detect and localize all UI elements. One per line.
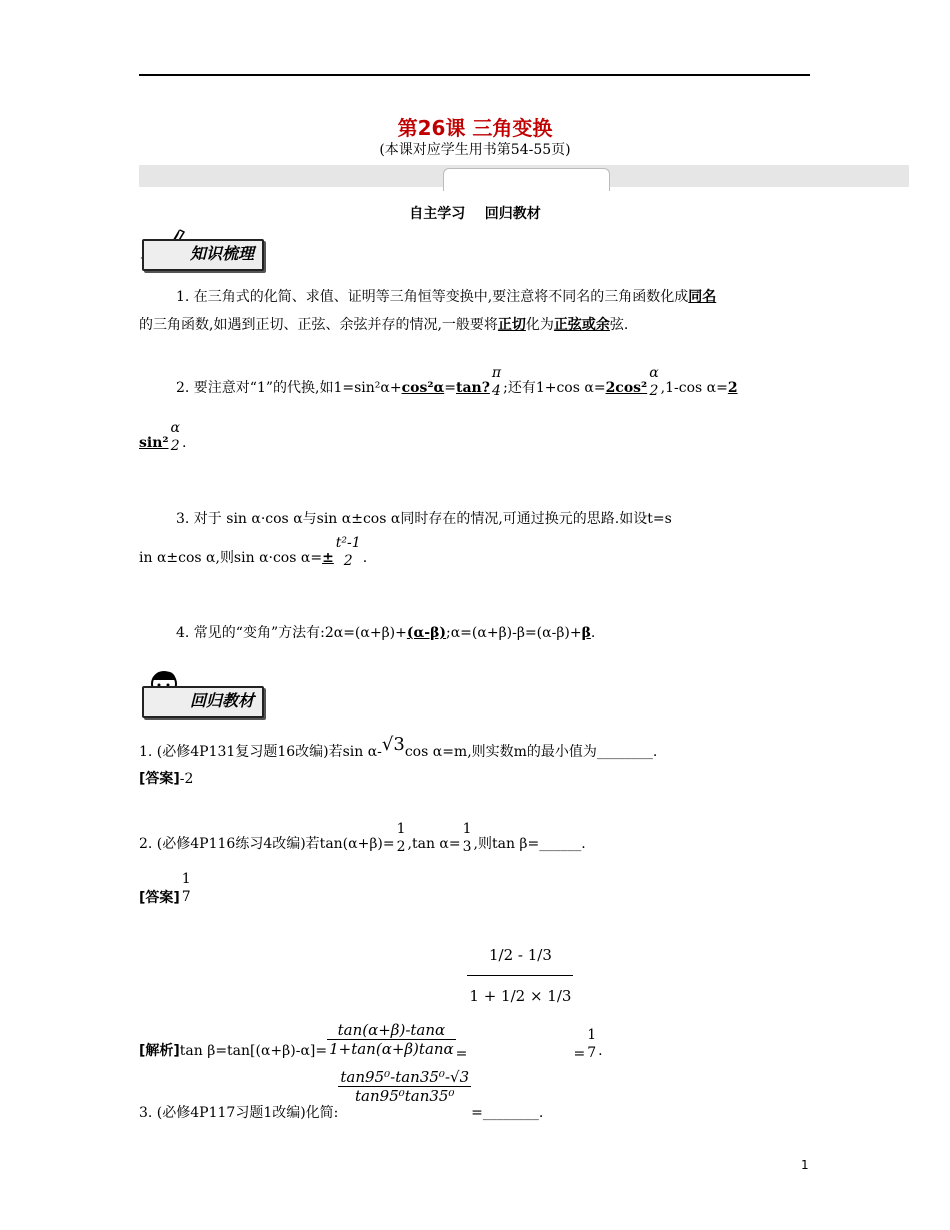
problem-1-text: 1. (必修4P131复习题16改编)若sin α- bbox=[139, 744, 382, 760]
fraction bbox=[338, 1068, 471, 1105]
knowledge-item-3 bbox=[176, 508, 672, 528]
fraction bbox=[490, 364, 503, 400]
compound-fraction bbox=[467, 935, 573, 1016]
knowledge-2-text-c: ;还有1+cos α= bbox=[503, 380, 606, 396]
answer-blank: 正切 bbox=[497, 317, 526, 333]
answer-blank: sin² bbox=[139, 435, 169, 451]
fraction bbox=[334, 534, 363, 570]
numerator: 1/2 - 1/3 bbox=[467, 935, 573, 976]
numerator: tan(α+β)-tanα bbox=[327, 1021, 456, 1040]
denominator: 1 + 1/2 × 1/3 bbox=[469, 987, 572, 1005]
knowledge-2-text-d: ,1-cos α= bbox=[660, 380, 728, 396]
problem-2 bbox=[139, 821, 586, 862]
section-tab bbox=[443, 168, 610, 191]
denominator: 4 bbox=[492, 383, 501, 399]
fraction bbox=[180, 870, 193, 906]
lesson-title: 第26课 三角变换 bbox=[397, 116, 553, 140]
denominator: 2 bbox=[170, 438, 180, 454]
knowledge-2-text: 2. 要注意对“1”的代换,如1=sin²α+ bbox=[176, 380, 402, 396]
answer-blank: β bbox=[581, 625, 591, 641]
numerator: π bbox=[491, 365, 502, 381]
eq-sign: = bbox=[573, 1045, 586, 1062]
knowledge-3-text: 3. 对于 sin α·cos α与sin α±cos α同时存在的情况,可通过换元的思路.如设t=s bbox=[176, 511, 672, 527]
knowledge-item-2 bbox=[176, 365, 738, 406]
answer-2 bbox=[139, 871, 193, 916]
knowledge-badge: 知识梳理 bbox=[142, 239, 264, 271]
top-rule bbox=[139, 74, 810, 76]
answer-blank: 2cos² bbox=[605, 380, 648, 396]
numerator: α bbox=[170, 420, 180, 436]
numerator: 1 bbox=[181, 871, 191, 887]
solution-text: tan β=tan[(α+β)-α]= bbox=[179, 1042, 328, 1059]
answer-blank: 2 bbox=[727, 380, 738, 396]
knowledge-item-1-cont bbox=[139, 314, 628, 334]
knowledge-1-text: 1. 在三角式的化简、求值、证明等三角恒等变换中,要注意将不同名的三角函数化成 bbox=[176, 289, 689, 305]
denominator: 2 bbox=[396, 839, 406, 855]
numerator: α bbox=[649, 365, 659, 381]
problem-3 bbox=[139, 1068, 544, 1121]
denominator: 3 bbox=[462, 839, 472, 855]
numerator: tan95⁰-tan35⁰-√3 bbox=[340, 1068, 470, 1086]
review-badge: 回归教材 bbox=[142, 686, 264, 718]
knowledge-item-1 bbox=[176, 286, 716, 306]
denominator: 1+tan(α+β)tanα bbox=[329, 1040, 454, 1058]
fraction bbox=[585, 1026, 598, 1062]
denominator: 2 bbox=[343, 553, 353, 569]
knowledge-4-text-b: ;α=(α+β)-β=(α-β)+ bbox=[446, 625, 582, 641]
problem-2-text-c: ,则tan β=______. bbox=[473, 836, 586, 852]
period: . bbox=[181, 435, 187, 451]
numerator: 1 bbox=[396, 821, 406, 837]
numerator: t²-1 bbox=[335, 535, 361, 551]
knowledge-item-4 bbox=[176, 622, 595, 642]
answer-blank: ± bbox=[322, 550, 334, 566]
lesson-subtitle: (本课对应学生用书第54-55页) bbox=[379, 142, 571, 158]
answer-1 bbox=[139, 768, 193, 788]
problem-1 bbox=[139, 734, 658, 761]
fraction bbox=[169, 419, 182, 455]
answer-blank: cos²α bbox=[401, 380, 445, 396]
section-heading: 自主学习 回归教材 bbox=[409, 206, 541, 222]
problem-1-text-b: cos α=m,则实数m的最小值为________. bbox=[404, 744, 658, 760]
answer-label: [答案] bbox=[139, 771, 180, 787]
numerator: 1 bbox=[587, 1026, 597, 1043]
eq-sign: = bbox=[444, 380, 456, 396]
denominator: tan95⁰tan35⁰ bbox=[355, 1087, 455, 1105]
answer-label: [答案] bbox=[139, 890, 180, 906]
denominator: 2 bbox=[649, 383, 659, 399]
knowledge-item-3-cont bbox=[139, 535, 368, 576]
fraction bbox=[647, 364, 660, 400]
answer-value: -2 bbox=[179, 771, 194, 787]
answer-blank: tan? bbox=[455, 380, 490, 396]
page-number: 1 bbox=[801, 1158, 809, 1172]
period: . bbox=[590, 625, 596, 641]
eq-sign: = bbox=[455, 1045, 468, 1062]
knowledge-3-text-b: in α±cos α,则sin α·cos α= bbox=[139, 550, 323, 566]
problem-3-text-b: =________. bbox=[471, 1104, 544, 1121]
fraction bbox=[461, 820, 474, 856]
denominator: 7 bbox=[181, 889, 191, 905]
denominator: 7 bbox=[587, 1044, 597, 1061]
answer-blank: 正弦或余 bbox=[553, 317, 610, 333]
fraction bbox=[327, 1021, 456, 1058]
numerator: 1 bbox=[462, 821, 472, 837]
problem-2-text: 2. (必修4P116练习4改编)若tan(α+β)= bbox=[139, 836, 395, 852]
problem-3-text: 3. (必修4P117习题1改编)化简: bbox=[139, 1104, 339, 1121]
knowledge-item-2-cont bbox=[139, 420, 187, 461]
knowledge-1-text-b: 的三角函数,如遇到正切、正弦、余弦并存的情况,一般要将 bbox=[139, 317, 498, 333]
period: . bbox=[598, 1042, 603, 1059]
knowledge-1-text-d: 弦. bbox=[609, 317, 629, 333]
knowledge-4-text: 4. 常见的“变角”方法有:2α=(α+β)+ bbox=[176, 625, 407, 641]
period: . bbox=[362, 550, 368, 566]
fraction bbox=[395, 820, 408, 856]
answer-blank: (α-β) bbox=[406, 625, 447, 641]
answer-blank: 同名 bbox=[688, 289, 717, 305]
knowledge-1-text-c: 化为 bbox=[525, 317, 554, 333]
problem-2-text-b: ,tan α= bbox=[407, 836, 461, 852]
solution-label: [解析] bbox=[139, 1042, 180, 1059]
sqrt-term: √3 bbox=[381, 734, 405, 755]
